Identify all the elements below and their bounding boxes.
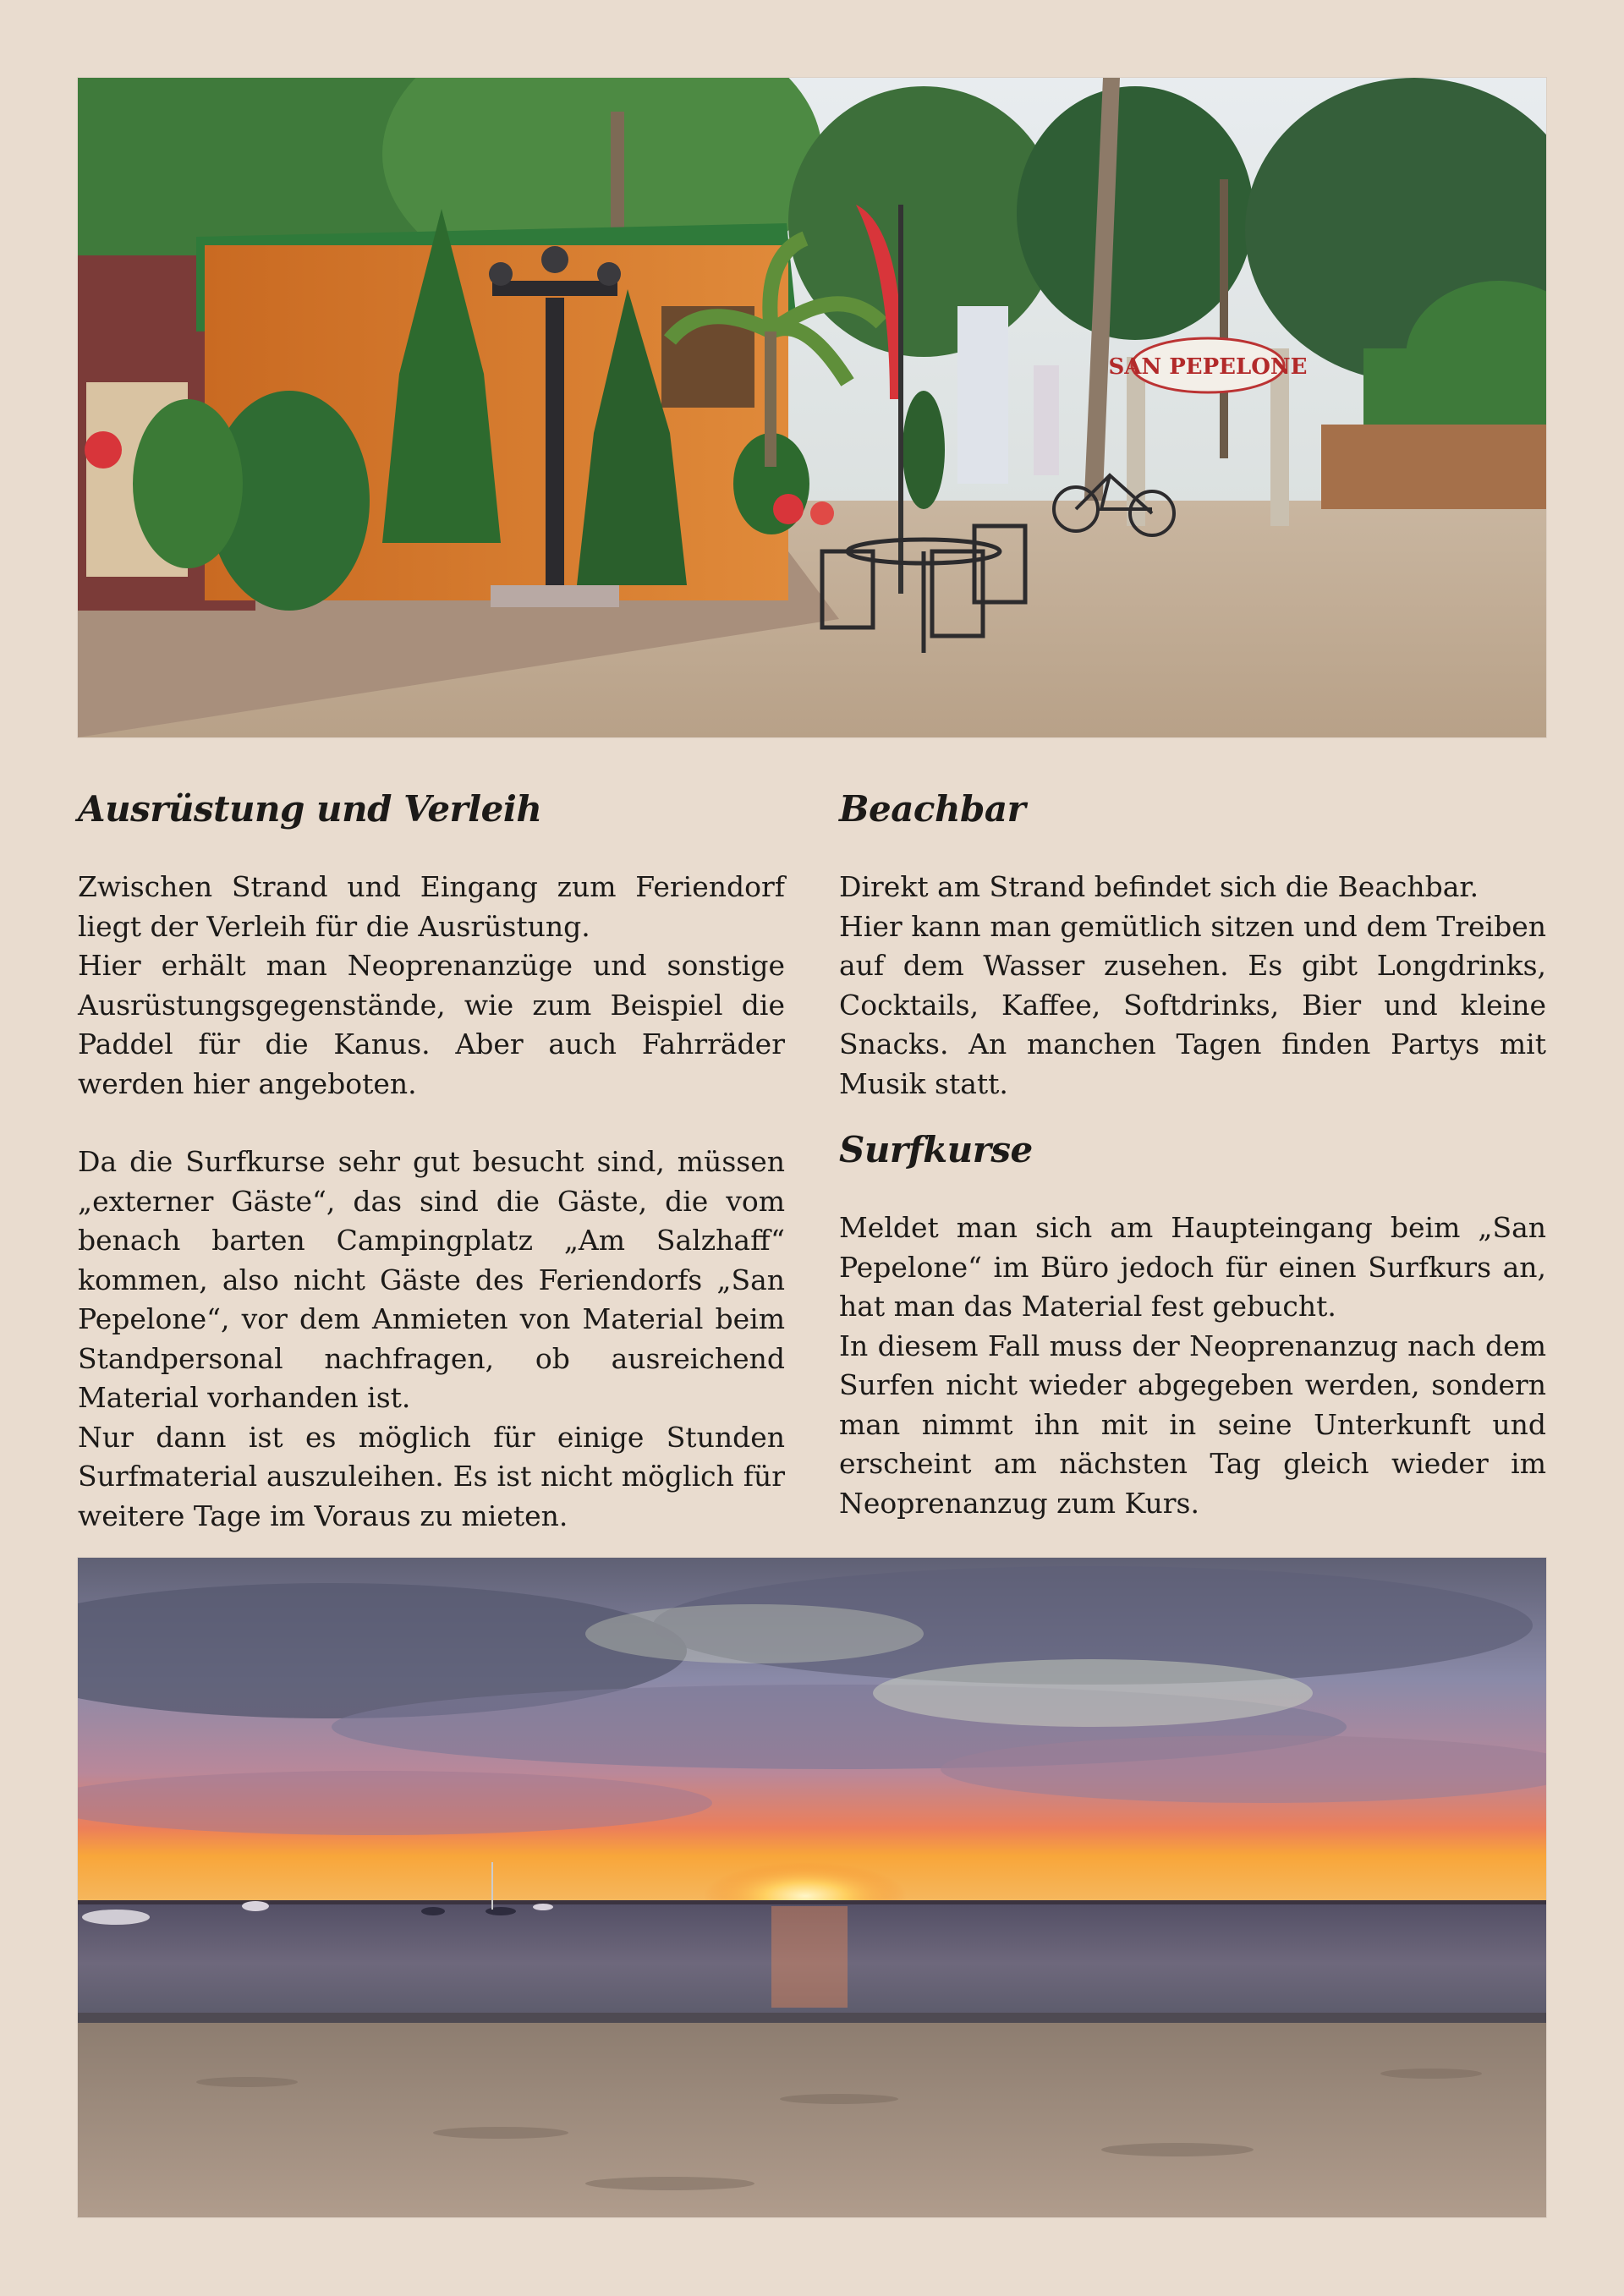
beach-sunset-photo [78,1558,1546,2217]
equipment-paragraph: Zwischen Strand und Eingang zum Feriendorf liegt der Verleih für die Ausrüstung. [78,870,785,943]
surfcourses-heading: Surfkurse [839,1129,1033,1170]
equipment-section [78,786,785,1536]
surfcourses-paragraph: In diesem Fall muss der Neoprenanzug nach dem Surfen nicht wieder abgegeben werden, sondern man nimmt ihn mit in seine Unterkunft und erscheint am nächsten Tag gleich wieder im Neoprenanzug zum Kurs. [839,1329,1546,1520]
equipment-paragraph: Da die Surfkurse sehr gut besucht sind, müssen „externer Gäste“, das sind die Gäste, die vom benach barten Campingplatz „Am Salzhaff“ kommen, also nicht Gäste des Feriendorfs „San Pepelone“, vor dem Anmieten von Material beim Standpersonal nachfragen, ob ausreichend Material vorhanden ist. [78,1145,785,1414]
camp-entrance-photo [78,78,1546,737]
beachbar-paragraph: Direkt am Strand befindet sich die Beachbar. [839,870,1479,903]
beachbar-paragraph: Hier kann man gemütlich sitzen und dem Treiben auf dem Wasser zusehen. Es gibt Longdrinks, Cocktails, Kaffee, Softdrinks, Bier und kleine Snacks. An manchen Tagen finden Partys mit Musik statt. [839,909,1546,1100]
beach-sunset-illustration [78,1558,1546,2217]
camp-entrance-illustration [78,78,1546,737]
equipment-paragraph: Hier erhält man Neoprenanzüge und sonstige Ausrüstungsgegenstände, wie zum Beispiel die Paddel für die Kanus. Aber auch Fahrräder werden hier angeboten. [78,949,785,1100]
equipment-paragraph: Nur dann ist es möglich für einige Stunden Surfmaterial auszuleihen. Es ist nicht möglich für weitere Tage im Voraus zu mieten. [78,1420,785,1532]
right-column [839,786,1546,1523]
surfcourses-paragraph: Meldet man sich am Haupteingang beim „San Pepelone“ im Büro jedoch für einen Surfkurs an, hat man das Material fest gebucht. [839,1211,1546,1323]
beachbar-heading: Beachbar [839,788,1026,830]
entrance-sign-text: SAN PEPELONE [1108,354,1308,380]
equipment-heading: Ausrüstung und Verleih [78,788,542,830]
